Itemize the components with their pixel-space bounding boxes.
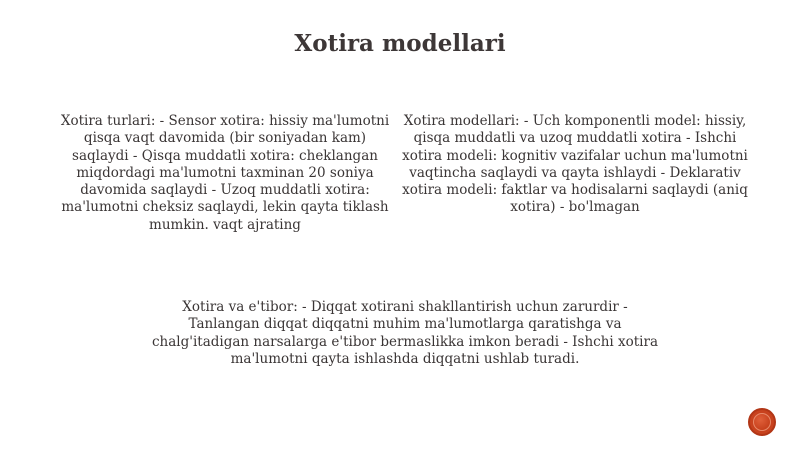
slide-title: Xotira modellari [294,30,506,57]
memory-models-text: Xotira modellari: - Uch komponentli model: hissiy, qisqa muddatli va uzoq muddatli xotira - Ishchi xotira modeli: kognitiv vazifalar uchun ma'lumotni vaqtincha saqlaydi va qayta ishlaydi - Deklarativ xotira modeli: faktlar va hodisalarni saqlaydi (aniq xotira) - bo'lmagan [402,113,748,216]
memory-attention-text: Xotira va e'tibor: - Diqqat xotirani shakllantirish uchun zarurdir - Tanlangan diqqat diqqatni muhim ma'lumotlarga qaratishga va chalg'itadigan narsalarga e'tibor bermaslikka imkon beradi - Ishchi xotira ma'lumotni qayta ishlashda diqqatni ushlab turadi. [152,299,658,367]
circle-nav-icon [753,413,771,431]
memory-types-text: Xotira turlari: - Sensor xotira: hissiy ma'lumotni qisqa vaqt davomida (bir soniyadan kam) saqlaydi - Qisqa muddatli xotira: cheklangan miqdordagi ma'lumotni taxminan 20 soniya davomida saqlaydi - Uzoq muddatli xotira: ma'lumotni cheksiz saqlaydi, lekin qayta tiklash mumkin. vaqt ajrating [60,113,390,233]
slide-nav-button[interactable] [748,408,776,436]
